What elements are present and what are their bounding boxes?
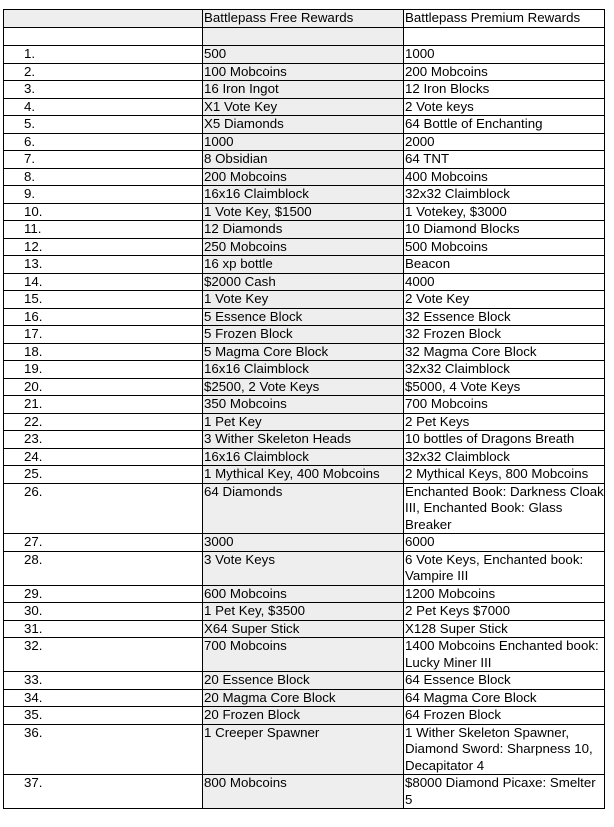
premium-reward-cell[interactable]: 12 Iron Blocks bbox=[404, 81, 605, 99]
premium-reward-cell[interactable]: 2 Vote Key bbox=[404, 291, 605, 309]
header-free-rewards[interactable]: Battlepass Free Rewards bbox=[203, 10, 404, 28]
premium-reward-cell[interactable]: 2000 bbox=[404, 133, 605, 151]
header-corner-cell[interactable] bbox=[4, 10, 203, 28]
premium-reward-cell[interactable]: 32x32 Claimblock bbox=[404, 448, 605, 466]
free-reward-cell[interactable]: X64 Super Stick bbox=[203, 620, 404, 638]
free-reward-cell[interactable]: 20 Essence Block bbox=[203, 672, 404, 690]
premium-reward-cell[interactable]: 10 Diamond Blocks bbox=[404, 221, 605, 239]
row-number-cell[interactable]: 34. bbox=[4, 689, 203, 707]
free-reward-cell[interactable]: 16 xp bottle bbox=[203, 256, 404, 274]
table-row bbox=[4, 273, 605, 291]
free-reward-cell[interactable]: 64 Diamonds bbox=[203, 483, 404, 534]
premium-reward-cell[interactable]: 200 Mobcoins bbox=[404, 63, 605, 81]
premium-reward-cell[interactable]: 1400 Mobcoins Enchanted book: Lucky Miner III bbox=[404, 638, 605, 672]
row-number-cell[interactable]: 33. bbox=[4, 672, 203, 690]
table-row bbox=[4, 221, 605, 239]
premium-reward-cell[interactable]: 4000 bbox=[404, 273, 605, 291]
premium-reward-cell[interactable]: 400 Mobcoins bbox=[404, 168, 605, 186]
free-reward-cell[interactable]: 5 Frozen Block bbox=[203, 326, 404, 344]
free-reward-cell[interactable]: 16x16 Claimblock bbox=[203, 361, 404, 379]
premium-reward-cell[interactable]: 64 Frozen Block bbox=[404, 707, 605, 725]
free-reward-cell[interactable]: 12 Diamonds bbox=[203, 221, 404, 239]
table-row bbox=[4, 98, 605, 116]
free-reward-cell[interactable]: 3000 bbox=[203, 534, 404, 552]
free-reward-cell[interactable]: 8 Obsidian bbox=[203, 151, 404, 169]
row-number-cell[interactable]: 18. bbox=[4, 343, 203, 361]
row-number-cell[interactable]: 28. bbox=[4, 551, 203, 585]
row-number-cell[interactable]: 11. bbox=[4, 221, 203, 239]
table-row bbox=[4, 585, 605, 603]
free-reward-cell[interactable]: 350 Mobcoins bbox=[203, 396, 404, 414]
free-reward-cell[interactable]: 1 Pet Key bbox=[203, 413, 404, 431]
row-number-cell[interactable]: 5. bbox=[4, 116, 203, 134]
rewards-table bbox=[3, 9, 605, 809]
premium-reward-cell[interactable]: 2 Pet Keys bbox=[404, 413, 605, 431]
premium-reward-cell[interactable]: 64 TNT bbox=[404, 151, 605, 169]
table-row bbox=[4, 168, 605, 186]
free-reward-cell[interactable]: 700 Mobcoins bbox=[203, 638, 404, 672]
free-reward-cell[interactable]: $2000 Cash bbox=[203, 273, 404, 291]
table-row bbox=[4, 466, 605, 484]
row-number-cell[interactable]: 37. bbox=[4, 775, 203, 809]
free-reward-cell[interactable]: 1 Mythical Key, 400 Mobcoins bbox=[203, 466, 404, 484]
row-number-cell[interactable]: 31. bbox=[4, 620, 203, 638]
free-reward-cell[interactable]: 20 Magma Core Block bbox=[203, 689, 404, 707]
row-number-cell[interactable]: 6. bbox=[4, 133, 203, 151]
free-reward-cell[interactable]: 250 Mobcoins bbox=[203, 238, 404, 256]
table-row bbox=[4, 672, 605, 690]
table-row bbox=[4, 151, 605, 169]
free-reward-cell[interactable]: 3 Wither Skeleton Heads bbox=[203, 431, 404, 449]
premium-reward-cell[interactable]: 64 Magma Core Block bbox=[404, 689, 605, 707]
row-number-cell[interactable]: 25. bbox=[4, 466, 203, 484]
free-reward-cell[interactable]: 16 Iron Ingot bbox=[203, 81, 404, 99]
table-row bbox=[4, 81, 605, 99]
row-number-cell[interactable]: 23. bbox=[4, 431, 203, 449]
premium-reward-cell[interactable]: 2 Vote keys bbox=[404, 98, 605, 116]
free-reward-cell[interactable]: 200 Mobcoins bbox=[203, 168, 404, 186]
premium-reward-cell[interactable]: 32x32 Claimblock bbox=[404, 361, 605, 379]
table-row bbox=[4, 551, 605, 585]
table-row bbox=[4, 724, 605, 775]
row-number-cell[interactable]: 1. bbox=[4, 46, 203, 64]
table-row bbox=[4, 291, 605, 309]
premium-reward-cell[interactable]: $5000, 4 Vote Keys bbox=[404, 378, 605, 396]
free-reward-cell[interactable]: 1 Pet Key, $3500 bbox=[203, 603, 404, 621]
free-reward-cell[interactable]: X1 Vote Key bbox=[203, 98, 404, 116]
row-number-cell[interactable]: 22. bbox=[4, 413, 203, 431]
table-row bbox=[4, 256, 605, 274]
row-number-cell[interactable]: 30. bbox=[4, 603, 203, 621]
premium-reward-cell[interactable]: 64 Bottle of Enchanting bbox=[404, 116, 605, 134]
premium-reward-cell[interactable]: 6 Vote Keys, Enchanted book: Vampire III bbox=[404, 551, 605, 585]
table-row bbox=[4, 186, 605, 204]
table-row bbox=[4, 326, 605, 344]
table-row bbox=[4, 620, 605, 638]
table-row bbox=[4, 63, 605, 81]
free-reward-cell[interactable]: $2500, 2 Vote Keys bbox=[203, 378, 404, 396]
table-row bbox=[4, 413, 605, 431]
table-row bbox=[4, 343, 605, 361]
premium-reward-cell[interactable]: X128 Super Stick bbox=[404, 620, 605, 638]
row-number-cell[interactable]: 9. bbox=[4, 186, 203, 204]
free-reward-cell[interactable]: 1 Creeper Spawner bbox=[203, 724, 404, 775]
row-number-cell[interactable]: 2. bbox=[4, 63, 203, 81]
row-number-cell[interactable]: 21. bbox=[4, 396, 203, 414]
premium-reward-cell[interactable]: 64 Essence Block bbox=[404, 672, 605, 690]
free-reward-cell[interactable]: 600 Mobcoins bbox=[203, 585, 404, 603]
table-row bbox=[4, 133, 605, 151]
row-number-cell[interactable]: 32. bbox=[4, 638, 203, 672]
row-number-cell[interactable]: 7. bbox=[4, 151, 203, 169]
row-number-cell[interactable]: 24. bbox=[4, 448, 203, 466]
table-row bbox=[4, 483, 605, 534]
free-reward-cell[interactable]: 3 Vote Keys bbox=[203, 551, 404, 585]
table-row bbox=[4, 448, 605, 466]
table-row bbox=[4, 603, 605, 621]
free-reward-cell[interactable]: 1000 bbox=[203, 133, 404, 151]
table-row bbox=[4, 534, 605, 552]
row-number-cell[interactable]: 29. bbox=[4, 585, 203, 603]
row-number-cell[interactable]: 16. bbox=[4, 308, 203, 326]
premium-reward-cell[interactable]: $8000 Diamond Picaxe: Smelter 5 bbox=[404, 775, 605, 809]
premium-reward-cell[interactable]: Beacon bbox=[404, 256, 605, 274]
table-row bbox=[4, 378, 605, 396]
premium-reward-cell[interactable]: 1000 bbox=[404, 46, 605, 64]
row-number-cell[interactable]: 15. bbox=[4, 291, 203, 309]
table-row bbox=[4, 46, 605, 64]
free-reward-cell[interactable]: 5 Essence Block bbox=[203, 308, 404, 326]
free-reward-cell[interactable]: 20 Frozen Block bbox=[203, 707, 404, 725]
premium-reward-cell[interactable]: 500 Mobcoins bbox=[404, 238, 605, 256]
table-row bbox=[4, 238, 605, 256]
row-number-cell[interactable]: 17. bbox=[4, 326, 203, 344]
table-row bbox=[4, 689, 605, 707]
premium-reward-cell[interactable]: 2 Pet Keys $7000 bbox=[404, 603, 605, 621]
table-row bbox=[4, 116, 605, 134]
free-reward-cell[interactable]: X5 Diamonds bbox=[203, 116, 404, 134]
table-row bbox=[4, 638, 605, 672]
table-row bbox=[4, 308, 605, 326]
blank-cell[interactable] bbox=[203, 28, 404, 46]
row-number-cell[interactable]: 8. bbox=[4, 168, 203, 186]
table-row bbox=[4, 707, 605, 725]
free-reward-cell[interactable]: 500 bbox=[203, 46, 404, 64]
free-reward-cell[interactable]: 1 Vote Key, $1500 bbox=[203, 203, 404, 221]
premium-reward-cell[interactable]: 1200 Mobcoins bbox=[404, 585, 605, 603]
row-number-cell[interactable]: 35. bbox=[4, 707, 203, 725]
row-number-cell[interactable]: 12. bbox=[4, 238, 203, 256]
premium-reward-cell[interactable]: 32 Magma Core Block bbox=[404, 343, 605, 361]
free-reward-cell[interactable]: 16x16 Claimblock bbox=[203, 186, 404, 204]
free-reward-cell[interactable]: 1 Vote Key bbox=[203, 291, 404, 309]
table-row bbox=[4, 396, 605, 414]
premium-reward-cell[interactable]: 10 bottles of Dragons Breath bbox=[404, 431, 605, 449]
table-row bbox=[4, 775, 605, 809]
premium-reward-cell[interactable]: 700 Mobcoins bbox=[404, 396, 605, 414]
row-number-cell[interactable]: 26. bbox=[4, 483, 203, 534]
row-number-cell[interactable]: 19. bbox=[4, 361, 203, 379]
premium-reward-cell[interactable]: 6000 bbox=[404, 534, 605, 552]
table-row bbox=[4, 361, 605, 379]
free-reward-cell[interactable]: 16x16 Claimblock bbox=[203, 448, 404, 466]
row-number-cell[interactable]: 14. bbox=[4, 273, 203, 291]
premium-reward-cell[interactable]: 1 Wither Skeleton Spawner, Diamond Sword: Sharpness 10, Decapitator 4 bbox=[404, 724, 605, 775]
premium-reward-cell[interactable]: 2 Mythical Keys, 800 Mobcoins bbox=[404, 466, 605, 484]
row-number-cell[interactable]: 27. bbox=[4, 534, 203, 552]
premium-reward-cell[interactable]: 32 Essence Block bbox=[404, 308, 605, 326]
row-number-cell[interactable]: 3. bbox=[4, 81, 203, 99]
row-number-cell[interactable]: 4. bbox=[4, 98, 203, 116]
premium-reward-cell[interactable]: 1 Votekey, $3000 bbox=[404, 203, 605, 221]
free-reward-cell[interactable]: 100 Mobcoins bbox=[203, 63, 404, 81]
free-reward-cell[interactable]: 5 Magma Core Block bbox=[203, 343, 404, 361]
premium-reward-cell[interactable]: Enchanted Book: Darkness Cloak III, Enchanted Book: Glass Breaker bbox=[405, 483, 604, 532]
blank-row bbox=[4, 28, 605, 46]
header-premium-rewards[interactable]: Battlepass Premium Rewards bbox=[404, 10, 605, 28]
premium-reward-cell[interactable]: 32x32 Claimblock bbox=[404, 186, 605, 204]
header-row bbox=[4, 10, 605, 28]
row-number-cell[interactable]: 36. bbox=[4, 724, 203, 775]
blank-cell[interactable] bbox=[404, 28, 605, 46]
row-number-cell[interactable]: 20. bbox=[4, 378, 203, 396]
table-row bbox=[4, 203, 605, 221]
row-number-cell[interactable]: 10. bbox=[4, 203, 203, 221]
premium-reward-cell[interactable]: 32 Frozen Block bbox=[404, 326, 605, 344]
table-row bbox=[4, 431, 605, 449]
blank-cell[interactable] bbox=[4, 28, 203, 46]
free-reward-cell[interactable]: 800 Mobcoins bbox=[203, 775, 404, 809]
row-number-cell[interactable]: 13. bbox=[4, 256, 203, 274]
